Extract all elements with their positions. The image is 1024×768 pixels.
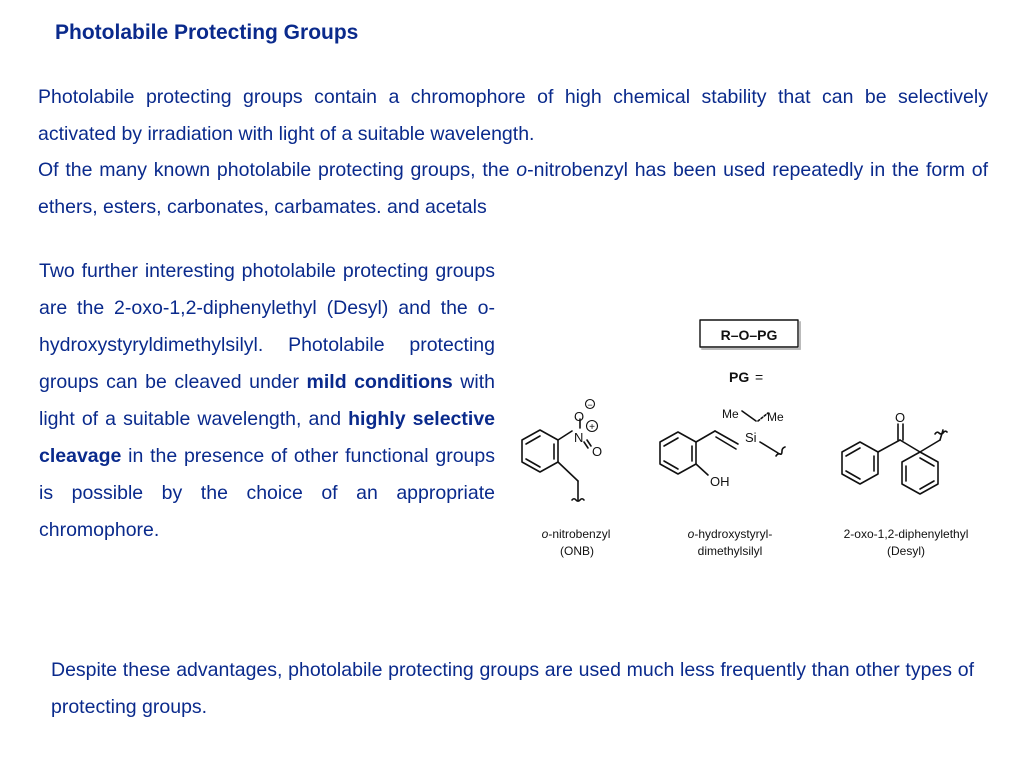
selective-cleavage-emphasis: highly selective cleavage: [39, 408, 496, 467]
onb-nitrogen: N: [574, 430, 584, 445]
chemical-structures-figure: [510, 312, 1000, 574]
ortho-prefix: o: [516, 159, 528, 181]
hydroxyl-label: OH: [710, 474, 730, 489]
r-o-pg-formula: R–O–PG: [720, 327, 778, 343]
silyl-ortho-prefix: o: [687, 527, 695, 541]
methyl-label-right: Me: [767, 410, 784, 424]
onb-name: -nitrobenzyl: [548, 527, 611, 541]
intro-text-post: -nitrobenzyl has been used repeatedly in the form of ethers, esters, carbonates, carbamates. and acetals: [38, 159, 989, 218]
silyl-caption: [688, 527, 773, 541]
slide-title: Photolabile Protecting Groups: [55, 21, 359, 44]
minus-charge: −: [587, 400, 593, 410]
onb-abbreviation: (ONB): [560, 544, 594, 558]
intro-text: [38, 79, 988, 225]
onb-caption: [542, 527, 611, 541]
intro-paragraph-1: Photolabile protecting groups contain a chromophore of high chemical stability that can be selectively activated by irradiation with light of a suitable wavelength.: [38, 86, 988, 145]
onb-ortho-prefix: o: [541, 527, 549, 541]
desyl-abbreviation: (Desyl): [887, 544, 925, 558]
body-segment-3: in the presence of other functional groups is possible by the choice of an appropriate chromophore.: [39, 445, 495, 541]
onb-oxygen-bottom: O: [592, 444, 603, 459]
silyl-name-line-2: dimethylsilyl: [697, 544, 763, 558]
desyl-caption: 2-oxo-1,2-diphenylethyl: [843, 527, 969, 541]
structures-drawing: [510, 312, 1000, 574]
body-segment-2: with light of a suitable wavelength, and: [39, 371, 495, 430]
intro-paragraph-2: [38, 152, 988, 225]
intro-text-pre: Of the many known photolabile protecting groups, the: [38, 159, 517, 181]
silicon-atom: Si: [745, 430, 757, 445]
body-text: [39, 253, 495, 549]
closing-text: Despite these advantages, photolabile protecting groups are used much less frequently than other types of protecting groups.: [51, 659, 974, 718]
plus-charge: +: [589, 422, 595, 433]
desyl-carbonyl-oxygen: O: [895, 410, 906, 425]
onb-oxygen-top: O: [574, 409, 585, 424]
silyl-name: -hydroxystyryl-: [694, 527, 773, 541]
pg-label: PG: [729, 369, 750, 385]
pg-equals: =: [755, 369, 764, 385]
body-segment-1: Two further interesting photolabile protecting groups are the 2-oxo-1,2-diphenylethyl (Desyl) and the o-hydroxystyryldimethylsilyl. Photolabile protecting groups can be cleaved under: [39, 260, 495, 393]
methyl-label-left: Me: [722, 407, 739, 421]
mild-conditions-emphasis: mild conditions: [306, 371, 453, 393]
